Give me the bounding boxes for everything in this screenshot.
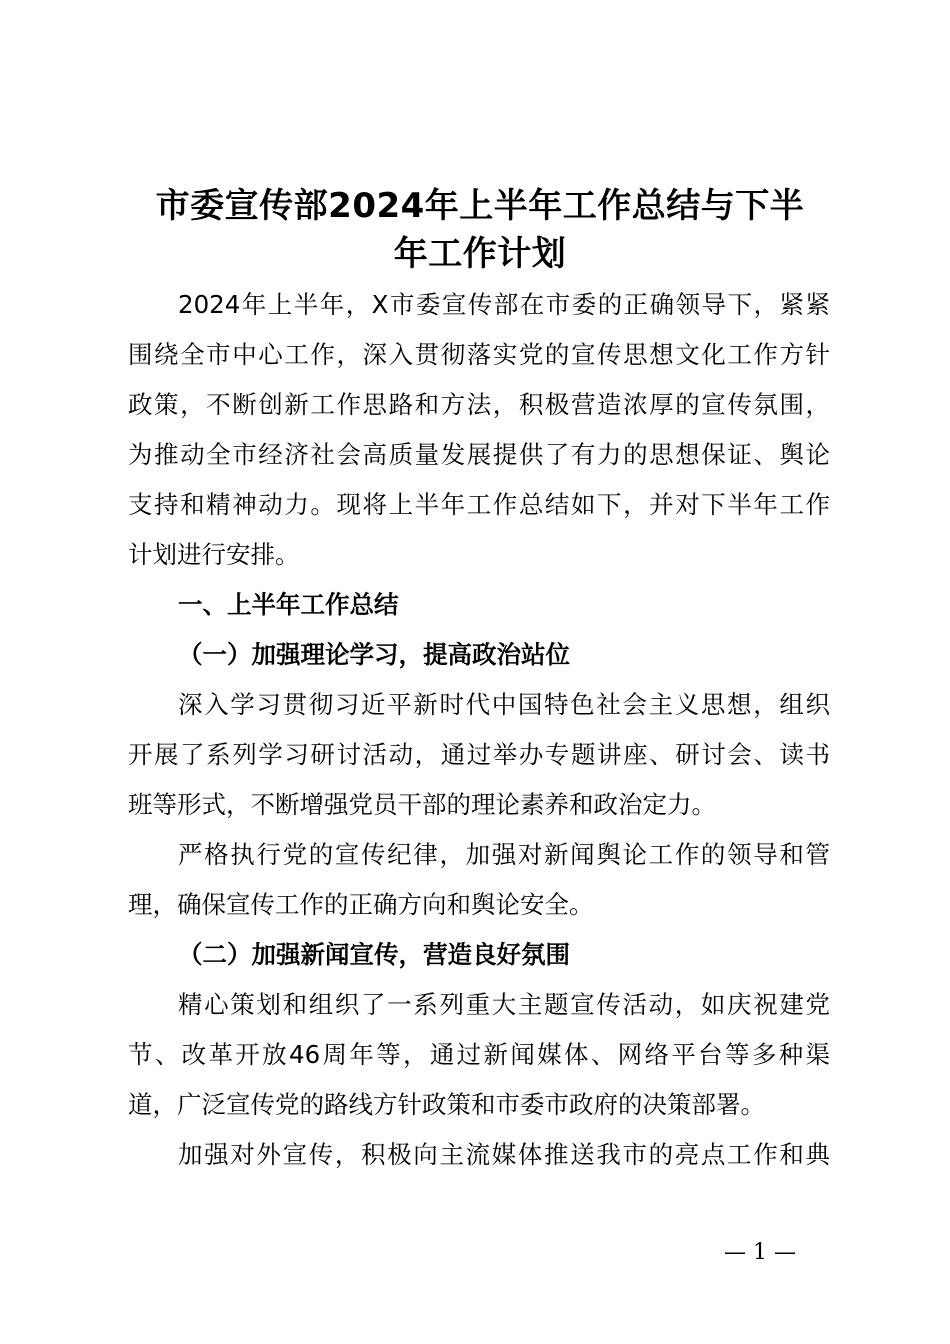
intro-line: 计划进行安排。 bbox=[128, 540, 300, 569]
paragraph-line: 深入学习贯彻习近平新时代中国特色社会主义思想，组织 bbox=[178, 690, 830, 719]
intro-line: 围绕全市中心工作，深入贯彻落实党的宣传思想文化工作方针 bbox=[128, 340, 830, 369]
intro-line: 支持和精神动力。现将上半年工作总结如下，并对下半年工作 bbox=[128, 490, 830, 519]
page-number: — 1 — bbox=[724, 1240, 796, 1265]
intro-line: 2024年上半年，X市委宣传部在市委的正确领导下，紧紧 bbox=[178, 290, 830, 319]
paragraph-line: 开展了系列学习研讨活动，通过举办专题讲座、研讨会、读书 bbox=[128, 740, 830, 769]
subsection-heading: （二）加强新闻宣传，营造良好氛围 bbox=[178, 940, 570, 969]
paragraph-line: 节、改革开放46周年等，通过新闻媒体、网络平台等多种渠 bbox=[128, 1040, 830, 1069]
paragraph-line: 严格执行党的宣传纪律，加强对新闻舆论工作的领导和管 bbox=[178, 840, 830, 869]
paragraph-line: 理，确保宣传工作的正确方向和舆论安全。 bbox=[128, 890, 594, 919]
title-line-1: 市委宣传部2024年上半年工作总结与下半 bbox=[155, 186, 805, 226]
title-line-2: 年工作计划 bbox=[393, 234, 567, 274]
subsection-heading: （一）加强理论学习，提高政治站位 bbox=[178, 640, 570, 669]
document-title bbox=[100, 182, 860, 278]
intro-line: 为推动全市经济社会高质量发展提供了有力的思想保证、舆论 bbox=[128, 440, 830, 469]
intro-line: 政策，不断创新工作思路和方法，积极营造浓厚的宣传氛围， bbox=[128, 390, 830, 419]
section-heading: 一、上半年工作总结 bbox=[178, 590, 399, 619]
paragraph-line: 精心策划和组织了一系列重大主题宣传活动，如庆祝建党 bbox=[178, 990, 830, 1019]
paragraph-line: 加强对外宣传，积极向主流媒体推送我市的亮点工作和典 bbox=[178, 1140, 830, 1169]
paragraph-line: 班等形式，不断增强党员干部的理论素养和政治定力。 bbox=[128, 790, 716, 819]
paragraph-line: 道，广泛宣传党的路线方针政策和市委市政府的决策部署。 bbox=[128, 1090, 765, 1119]
